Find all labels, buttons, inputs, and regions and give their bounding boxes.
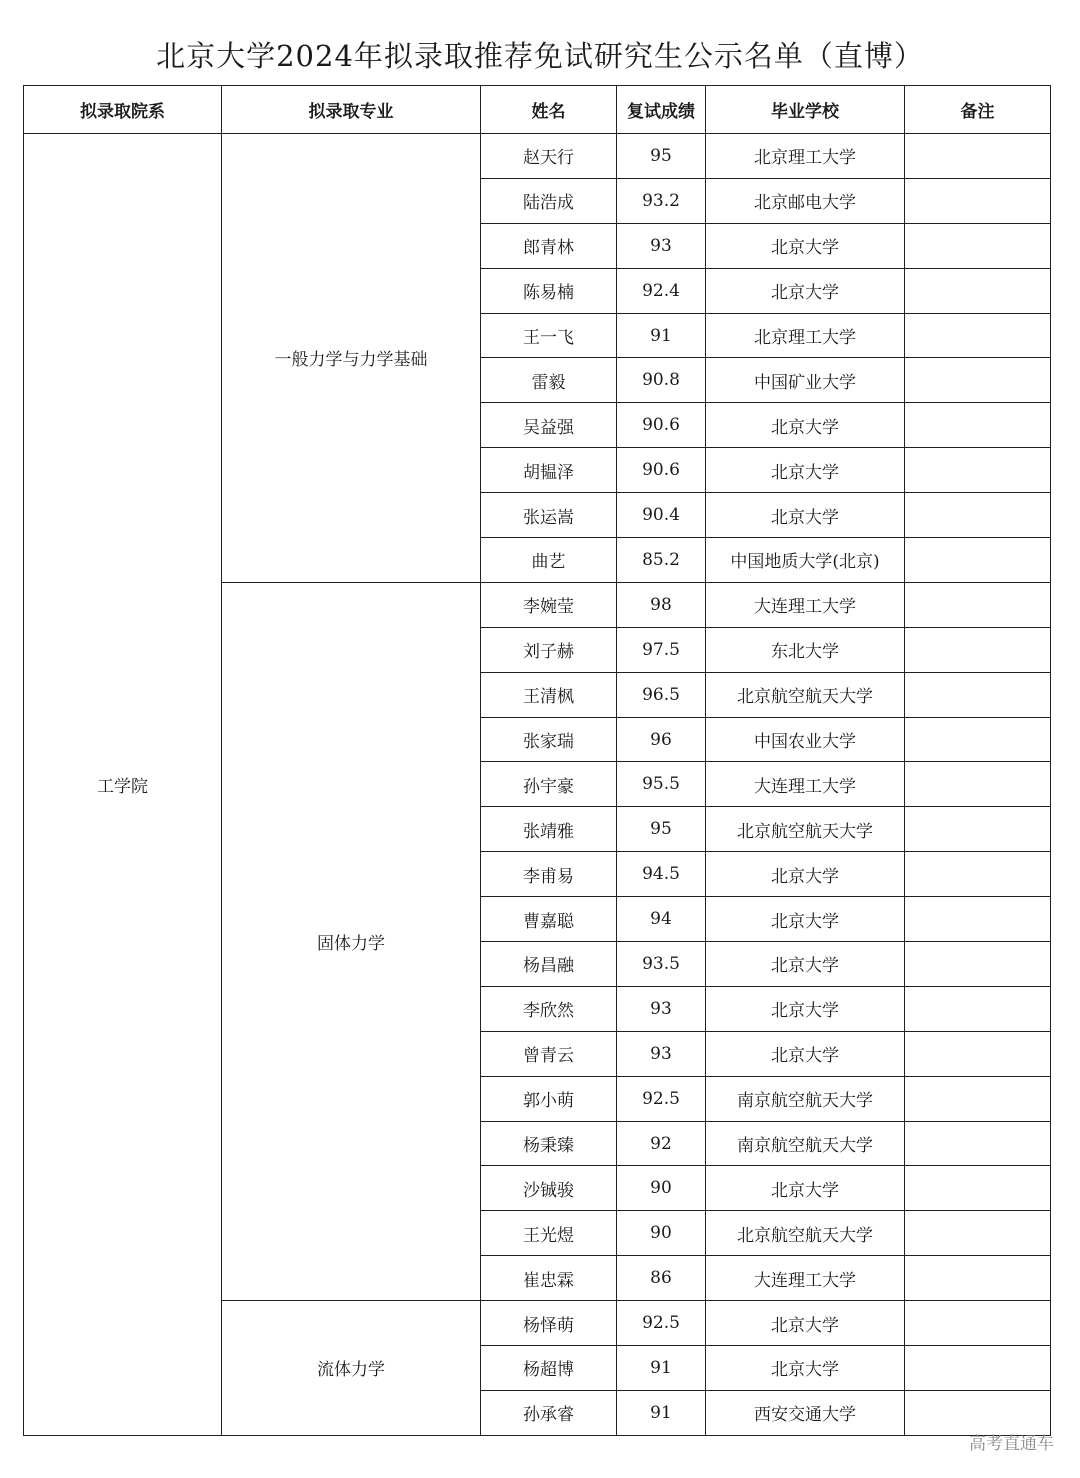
school-cell: 北京航空航天大学 — [706, 807, 905, 852]
name-cell: 杨怿萌 — [481, 1301, 617, 1346]
score-cell: 97.5 — [617, 627, 706, 672]
name-cell: 郭小萌 — [481, 1076, 617, 1121]
remark-cell — [905, 1211, 1051, 1256]
remark-cell — [905, 448, 1051, 493]
header-department: 拟录取院系 — [24, 86, 222, 134]
name-cell: 李甫易 — [481, 852, 617, 897]
name-cell: 王一飞 — [481, 313, 617, 358]
score-cell: 94.5 — [617, 852, 706, 897]
remark-cell — [905, 1031, 1051, 1076]
remark-cell — [905, 1121, 1051, 1166]
school-cell: 中国矿业大学 — [706, 358, 905, 403]
score-cell: 95 — [617, 134, 706, 179]
major-cell: 一般力学与力学基础 — [222, 134, 481, 583]
school-cell: 东北大学 — [706, 627, 905, 672]
school-cell: 北京大学 — [706, 986, 905, 1031]
score-cell: 93 — [617, 1031, 706, 1076]
remark-cell — [905, 493, 1051, 538]
school-cell: 北京大学 — [706, 942, 905, 987]
score-cell: 92.4 — [617, 268, 706, 313]
header-score: 复试成绩 — [617, 86, 706, 134]
name-cell: 胡韫泽 — [481, 448, 617, 493]
remark-cell — [905, 1256, 1051, 1301]
score-cell: 92.5 — [617, 1301, 706, 1346]
remark-cell — [905, 672, 1051, 717]
school-cell: 北京理工大学 — [706, 313, 905, 358]
score-cell: 91 — [617, 313, 706, 358]
remark-cell — [905, 897, 1051, 942]
remark-cell — [905, 538, 1051, 583]
score-cell: 95 — [617, 807, 706, 852]
remark-cell — [905, 627, 1051, 672]
major-cell: 流体力学 — [222, 1301, 481, 1436]
name-cell: 曲艺 — [481, 538, 617, 583]
name-cell: 杨超博 — [481, 1346, 617, 1391]
remark-cell — [905, 807, 1051, 852]
remark-cell — [905, 762, 1051, 807]
remark-cell — [905, 942, 1051, 987]
remark-cell — [905, 852, 1051, 897]
header-school: 毕业学校 — [706, 86, 905, 134]
name-cell: 赵天行 — [481, 134, 617, 179]
score-cell: 94 — [617, 897, 706, 942]
school-cell: 北京大学 — [706, 1031, 905, 1076]
remark-cell — [905, 1301, 1051, 1346]
remark-cell — [905, 717, 1051, 762]
remark-cell — [905, 582, 1051, 627]
school-cell: 北京大学 — [706, 223, 905, 268]
school-cell: 北京大学 — [706, 897, 905, 942]
table-row — [24, 134, 1051, 179]
header-name: 姓名 — [481, 86, 617, 134]
major-cell: 固体力学 — [222, 582, 481, 1300]
name-cell: 李欣然 — [481, 986, 617, 1031]
name-cell: 李婉莹 — [481, 582, 617, 627]
page-title: 北京大学2024年拟录取推荐免试研究生公示名单（直博） — [156, 39, 924, 73]
score-cell: 93 — [617, 986, 706, 1031]
name-cell: 孙宇豪 — [481, 762, 617, 807]
school-cell: 西安交通大学 — [706, 1390, 905, 1435]
school-cell: 大连理工大学 — [706, 762, 905, 807]
score-cell: 90.8 — [617, 358, 706, 403]
header-major: 拟录取专业 — [222, 86, 481, 134]
name-cell: 王清枫 — [481, 672, 617, 717]
remark-cell — [905, 403, 1051, 448]
score-cell: 93 — [617, 223, 706, 268]
school-cell: 大连理工大学 — [706, 582, 905, 627]
header-remarks: 备注 — [905, 86, 1051, 134]
score-cell: 92.5 — [617, 1076, 706, 1121]
name-cell: 陈易楠 — [481, 268, 617, 313]
admission-table — [23, 85, 1051, 1436]
remark-cell — [905, 358, 1051, 403]
school-cell: 北京理工大学 — [706, 134, 905, 179]
score-cell: 90.4 — [617, 493, 706, 538]
score-cell: 85.2 — [617, 538, 706, 583]
score-cell: 90 — [617, 1166, 706, 1211]
score-cell: 90.6 — [617, 403, 706, 448]
score-cell: 90.6 — [617, 448, 706, 493]
name-cell: 郎青林 — [481, 223, 617, 268]
school-cell: 北京邮电大学 — [706, 178, 905, 223]
school-cell: 北京大学 — [706, 1301, 905, 1346]
school-cell: 北京大学 — [706, 403, 905, 448]
table-body — [24, 134, 1051, 1436]
school-cell: 南京航空航天大学 — [706, 1121, 905, 1166]
remark-cell — [905, 1076, 1051, 1121]
score-cell: 91 — [617, 1346, 706, 1391]
name-cell: 张运嵩 — [481, 493, 617, 538]
remark-cell — [905, 223, 1051, 268]
name-cell: 曾青云 — [481, 1031, 617, 1076]
name-cell: 杨秉臻 — [481, 1121, 617, 1166]
name-cell: 雷毅 — [481, 358, 617, 403]
score-cell: 91 — [617, 1390, 706, 1435]
name-cell: 张家瑞 — [481, 717, 617, 762]
score-cell: 90 — [617, 1211, 706, 1256]
watermark: 高考直通车 — [969, 1434, 1054, 1454]
score-cell: 95.5 — [617, 762, 706, 807]
remark-cell — [905, 986, 1051, 1031]
score-cell: 93.5 — [617, 942, 706, 987]
score-cell: 96 — [617, 717, 706, 762]
name-cell: 杨昌融 — [481, 942, 617, 987]
remark-cell — [905, 268, 1051, 313]
school-cell: 南京航空航天大学 — [706, 1076, 905, 1121]
name-cell: 王光煜 — [481, 1211, 617, 1256]
name-cell: 曹嘉聪 — [481, 897, 617, 942]
school-cell: 中国农业大学 — [706, 717, 905, 762]
name-cell: 陆浩成 — [481, 178, 617, 223]
school-cell: 北京大学 — [706, 852, 905, 897]
score-cell: 98 — [617, 582, 706, 627]
name-cell: 张靖雅 — [481, 807, 617, 852]
name-cell: 刘子赫 — [481, 627, 617, 672]
school-cell: 大连理工大学 — [706, 1256, 905, 1301]
school-cell: 北京大学 — [706, 1346, 905, 1391]
school-cell: 北京大学 — [706, 268, 905, 313]
remark-cell — [905, 313, 1051, 358]
remark-cell — [905, 178, 1051, 223]
score-cell: 93.2 — [617, 178, 706, 223]
score-cell: 96.5 — [617, 672, 706, 717]
score-cell: 92 — [617, 1121, 706, 1166]
school-cell: 北京大学 — [706, 493, 905, 538]
school-cell: 北京大学 — [706, 448, 905, 493]
school-cell: 中国地质大学(北京) — [706, 538, 905, 583]
name-cell: 吴益强 — [481, 403, 617, 448]
score-cell: 86 — [617, 1256, 706, 1301]
name-cell: 崔忠霖 — [481, 1256, 617, 1301]
remark-cell — [905, 1346, 1051, 1391]
school-cell: 北京航空航天大学 — [706, 1211, 905, 1256]
school-cell: 北京航空航天大学 — [706, 672, 905, 717]
table-header-row — [24, 86, 1051, 134]
school-cell: 北京大学 — [706, 1166, 905, 1211]
department-cell: 工学院 — [24, 134, 222, 1436]
name-cell: 沙铖骏 — [481, 1166, 617, 1211]
remark-cell — [905, 1166, 1051, 1211]
name-cell: 孙承睿 — [481, 1390, 617, 1435]
remark-cell — [905, 134, 1051, 179]
